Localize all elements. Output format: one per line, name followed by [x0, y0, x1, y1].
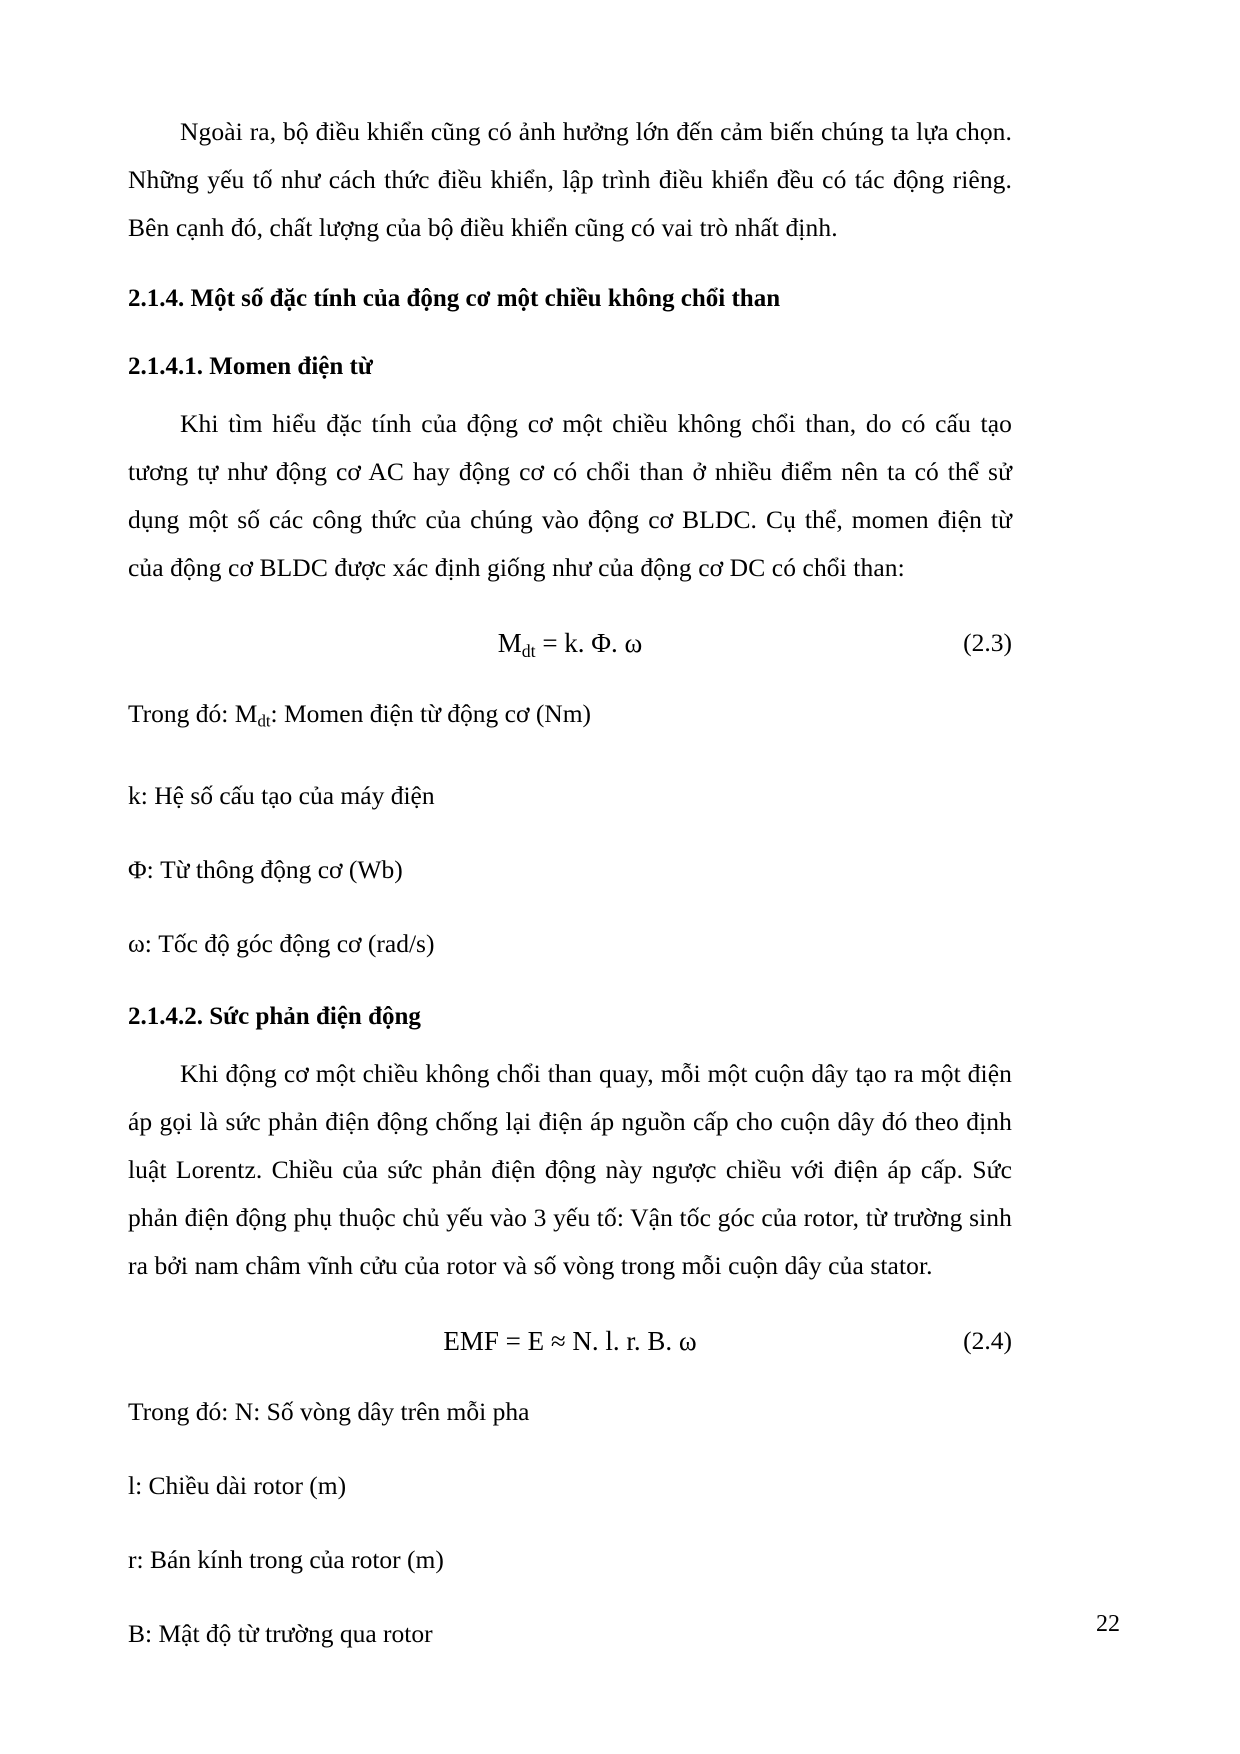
page-content: [128, 108, 1012, 1684]
definition-k-symbol: k: [128, 780, 141, 810]
equation-2-3-symbol: M: [497, 628, 522, 658]
definition-r-symbol: r: [128, 1544, 137, 1574]
definition-momen: [128, 690, 1012, 746]
momen-paragraph: Khi tìm hiểu đặc tính của động cơ một chiều không chổi than, do có cấu tạo tương tự như động cơ AC hay động cơ có chổi than ở nhiều điểm nên ta có thể sử dụng một số các công thức của chúng vào động cơ BLDC. Cụ thể, momen điện từ của động cơ BLDC được xác định giống như của động cơ DC có chổi than:: [128, 409, 1012, 582]
page-number: 22: [1096, 1611, 1120, 1637]
definition-n-text: : Số vòng dây trên mỗi pha: [253, 1396, 530, 1426]
section-heading-2-1-4-2: 2.1.4.2. Sức phản điện động: [128, 1002, 421, 1030]
equation-2-3-rest: = k. Φ. ω: [535, 628, 643, 658]
equation-2-3-number: (2.3): [963, 628, 1012, 657]
emf-paragraph: Khi động cơ một chiều không chổi than quay, mỗi một cuộn dây tạo ra một điện áp gọi là sức phản điện động chống lại điện áp nguồn cấp cho cuộn dây đó theo định luật Lorentz. Chiều của sức phản điện động này ngược chiều với điện áp cấp. Sức phản điện động phụ thuộc chủ yếu vào 3 yếu tố: Vận tốc góc của rotor, từ trường sinh ra bởi nam châm vĩnh cửu của rotor và số vòng trong mỗi cuộn dây của stator.: [128, 1058, 1012, 1280]
definition-momen-subscript: dt: [257, 711, 271, 731]
definition-b-symbol: B: [128, 1618, 146, 1648]
definition-l: [128, 1462, 1012, 1510]
equation-2-4: [128, 1316, 1012, 1366]
definition-l-symbol: l: [128, 1470, 136, 1500]
definition-k-text: : Hệ số cấu tạo của máy điện: [140, 780, 435, 810]
definition-momen-symbol: M: [234, 699, 258, 728]
definition-l-text: : Chiều dài rotor (m): [135, 1470, 347, 1500]
definition-phi-symbol: Φ: [128, 854, 147, 884]
definition-r: [128, 1536, 1012, 1584]
definition-b: [128, 1610, 1012, 1658]
definition-phi: [128, 846, 1012, 894]
definition-k: [128, 772, 1012, 820]
definition-omega: [128, 920, 1012, 968]
equation-2-4-body: EMF = E ≈ N. l. r. B. ω: [443, 1325, 697, 1356]
equation-2-3-subscript: dt: [521, 640, 536, 661]
definition-momen-text: : Momen điện từ động cơ (Nm): [270, 699, 592, 728]
momen-definitions: [128, 690, 1012, 968]
definition-n-lead: Trong đó:: [128, 1396, 235, 1426]
definition-omega-text: : Tốc độ góc động cơ (rad/s): [144, 928, 435, 958]
equation-2-4-number: (2.4): [963, 1325, 1012, 1355]
emf-definitions: [128, 1388, 1012, 1658]
definition-n-symbol: N: [234, 1396, 254, 1426]
intro-paragraph: Ngoài ra, bộ điều khiển cũng có ảnh hưởng lớn đến cảm biến chúng ta lựa chọn. Những yếu tố như cách thức điều khiển, lập trình điều khiển đều có tác động riêng. Bên cạnh đó, chất lượng của bộ điều khiển cũng có vai trò nhất định.: [128, 117, 1012, 242]
section-heading-2-1-4-1: 2.1.4.1. Momen điện từ: [128, 353, 373, 380]
definition-r-text: : Bán kính trong của rotor (m): [136, 1544, 444, 1574]
definition-b-text: : Mật độ từ trường qua rotor: [145, 1618, 433, 1648]
definition-momen-lead: Trong đó:: [128, 699, 235, 728]
equation-2-3-body: [128, 618, 1012, 676]
definition-n: [128, 1388, 1012, 1436]
definition-omega-symbol: ω: [128, 928, 145, 958]
section-heading-2-1-4: 2.1.4. Một số đặc tính của động cơ một chiều không chổi than: [128, 285, 781, 312]
equation-2-3: [128, 618, 1012, 668]
definition-phi-text: : Từ thông động cơ (Wb): [146, 854, 403, 884]
